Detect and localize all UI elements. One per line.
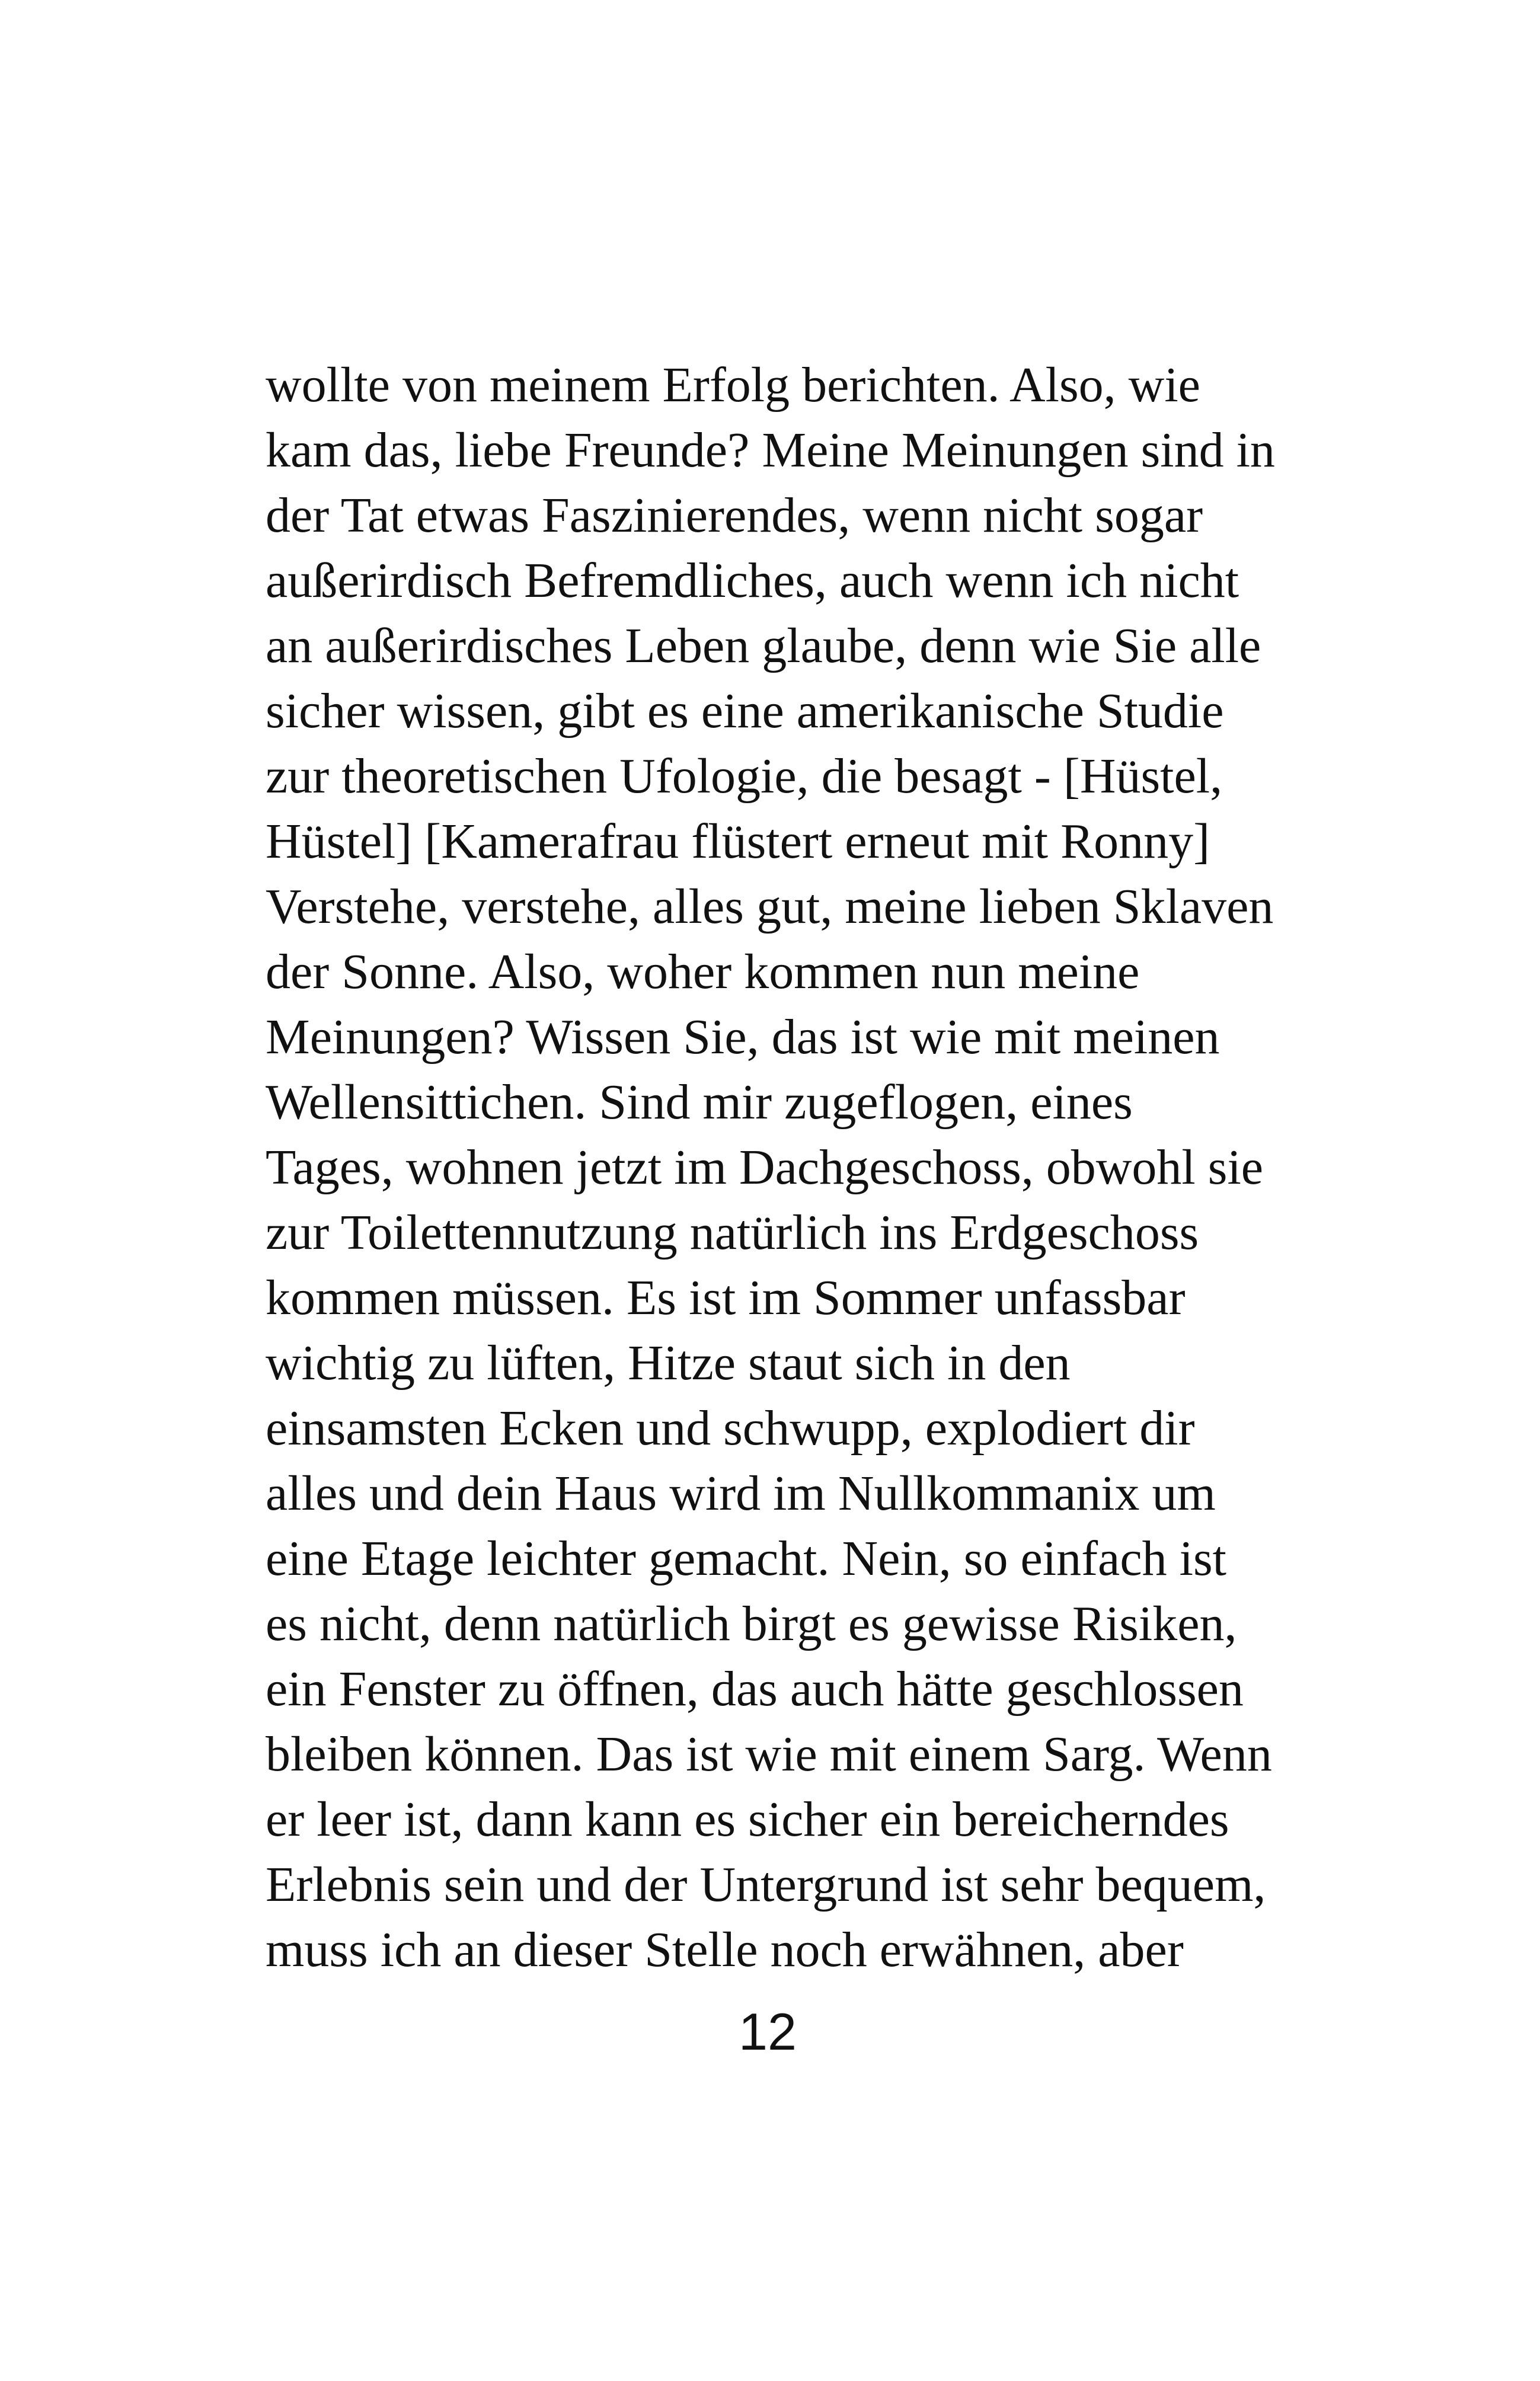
text-line: wollte von meinem Erfolg berichten. Also, wie [266,357,1200,413]
text-line: sicher wissen, gibt es eine amerikanische Studie [266,683,1224,739]
text-line: zur Toilettennutzung natürlich ins Erdgeschoss [266,1205,1199,1260]
text-line: Meinungen? Wissen Sie, das ist wie mit meinen [266,1009,1220,1065]
text-line: eine Etage leichter gemacht. Nein, so einfach ist [266,1531,1226,1586]
text-line: kam das, liebe Freunde? Meine Meinungen sind in [266,423,1275,478]
text-line: er leer ist, dann kann es sicher ein bereicherndes [266,1792,1229,1847]
page-number: 12 [739,2002,797,2061]
text-line: es nicht, denn natürlich birgt es gewisse Risiken, [266,1596,1237,1651]
text-line: Hüstel] [Kamerafrau flüstert erneut mit Ronny] [266,814,1210,869]
text-line: einsamsten Ecken und schwupp, explodiert dir [266,1401,1195,1456]
text-line: Verstehe, verstehe, alles gut, meine lieben Sklaven [266,879,1274,934]
text-line: wichtig zu lüften, Hitze staut sich in den [266,1335,1071,1391]
text-line: Wellensittichen. Sind mir zugeflogen, eines [266,1075,1133,1130]
text-line: alles und dein Haus wird im Nullkommanix um [266,1466,1216,1521]
text-line: muss ich an dieser Stelle noch erwähnen, aber [266,1922,1184,1977]
text-line: der Sonne. Also, woher kommen nun meine [266,944,1140,999]
text-line: an außerirdisches Leben glaube, denn wie Sie alle [266,618,1261,673]
text-line: Erlebnis sein und der Untergrund ist sehr bequem, [266,1857,1266,1912]
text-line: bleiben können. Das ist wie mit einem Sarg. Wenn [266,1727,1272,1782]
text-line: ein Fenster zu öffnen, das auch hätte geschlossen [266,1661,1244,1717]
text-line: Tages, wohnen jetzt im Dachgeschoss, obwohl sie [266,1140,1264,1195]
text-line: außerirdisch Befremdliches, auch wenn ich nicht [266,553,1239,608]
text-line: zur theoretischen Ufologie, die besagt - [Hüstel, [266,749,1223,804]
body-text [266,353,1285,1983]
text-line: der Tat etwas Faszinierendes, wenn nicht sogar [266,488,1203,543]
text-line: kommen müssen. Es ist im Sommer unfassbar [266,1270,1186,1325]
